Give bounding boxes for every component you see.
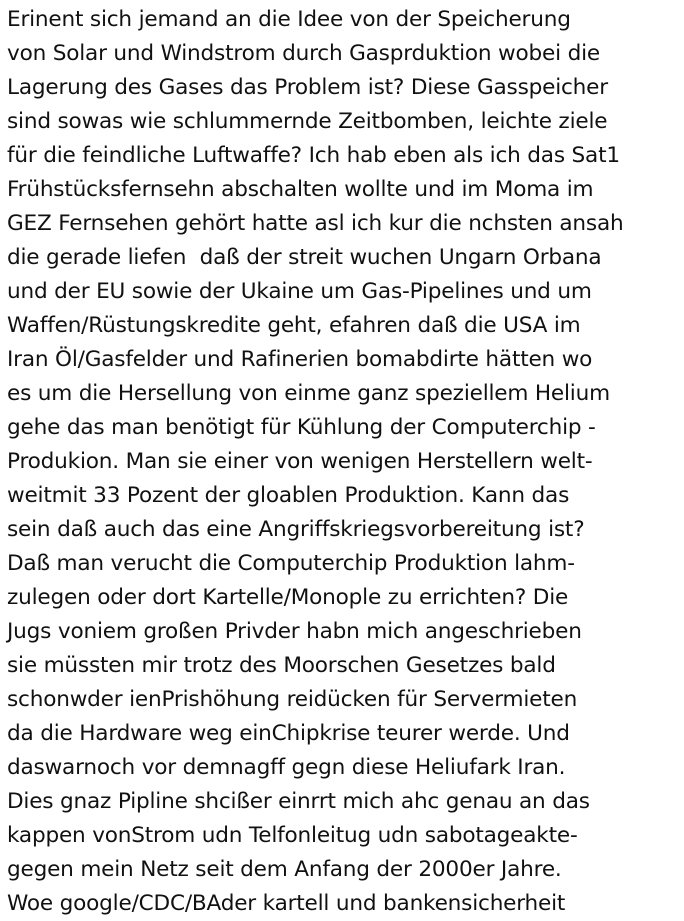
text-line-19: Jugs voniem großen Privder habn mich angeschrieben [7, 619, 582, 644]
text-line-4: sind sowas wie schlummernde Zeitbomben, leichte ziele [7, 109, 608, 134]
text-line-12: es um die Hersellung von einme ganz speziellem Helium [7, 381, 610, 406]
text-line-25: kappen vonStrom udn Telfonleitug udn sabotageakte- [7, 823, 578, 848]
text-line-6: Frühstücksfernsehn abschalten wollte und im Moma im [7, 177, 594, 202]
text-line-7: GEZ Fernsehen gehört hatte asl ich kur die nchsten ansah [7, 211, 624, 236]
text-line-15: weitmit 33 Pozent der gloablen Produktion. Kann das [7, 483, 570, 508]
document-text [7, 3, 679, 921]
text-line-27: Woe google/CDC/BAder kartell und bankensicherheit [7, 891, 566, 916]
text-line-14: Produkion. Man sie einer von wenigen Herstellern welt- [7, 449, 593, 474]
text-line-1: Erinent sich jemand an die Idee von der Speicherung [7, 7, 571, 32]
text-line-8: die gerade liefen daß der streit wuchen Ungarn Orbana [7, 245, 602, 270]
text-line-13: gehe das man benötigt für Kühlung der Computerchip - [7, 415, 596, 440]
text-line-5: für die feindliche Luftwaffe? Ich hab eben als ich das Sat1 [7, 143, 620, 168]
text-line-3: Lagerung des Gases das Problem ist? Diese Gasspeicher [7, 75, 608, 100]
text-line-10: Waffen/Rüstungskredite geht, efahren daß die USA im [7, 313, 581, 338]
text-line-11: Iran Öl/Gasfelder und Rafinerien bomabdirte hätten wo [7, 347, 593, 372]
text-line-24: Dies gnaz Pipline shcißer einrrt mich ahc genau an das [7, 789, 590, 814]
text-line-18: zulegen oder dort Kartelle/Monople zu errichten? Die [7, 585, 569, 610]
text-line-22: da die Hardware weg einChipkrise teurer werde. Und [7, 721, 570, 746]
text-line-17: Daß man verucht die Computerchip Produktion lahm- [7, 551, 575, 576]
text-line-9: und der EU sowie der Ukaine um Gas-Pipelines und um [7, 279, 592, 304]
text-line-21: schonwder ienPrishöhung reidücken für Servermieten [7, 687, 578, 712]
text-line-16: sein daß auch das eine Angriffskriegsvorbereitung ist? [7, 517, 585, 542]
text-line-20: sie müssten mir trotz des Moorschen Gesetzes bald [7, 653, 556, 678]
text-line-26: gegen mein Netz seit dem Anfang der 2000er Jahre. [7, 857, 562, 882]
text-line-23: daswarnoch vor demnagff gegn diese Heliufark Iran. [7, 755, 566, 780]
text-line-2: von Solar und Windstrom durch Gasprduktion wobei die [7, 41, 600, 66]
